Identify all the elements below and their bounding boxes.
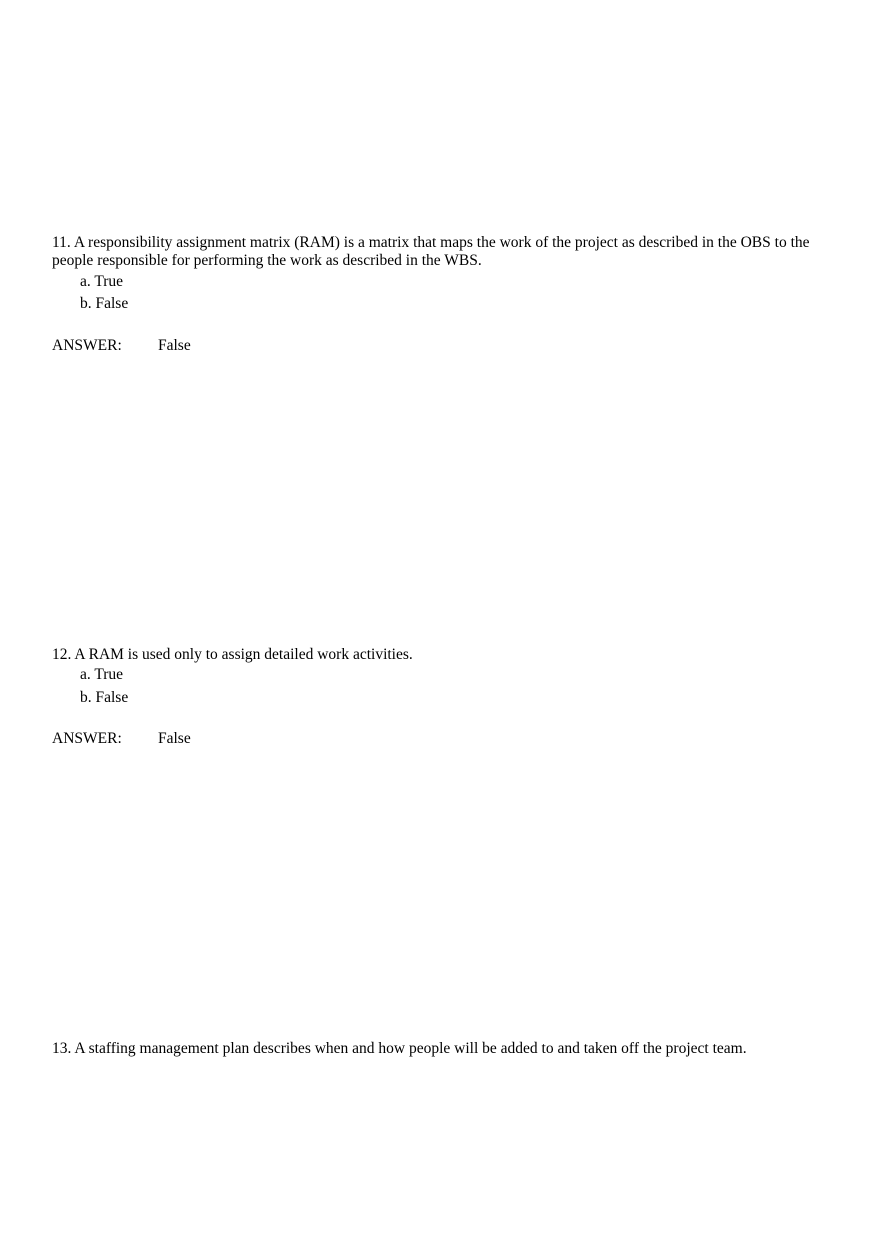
question-11 bbox=[52, 234, 842, 270]
question-13 bbox=[52, 1040, 842, 1058]
answer-row bbox=[52, 730, 352, 748]
question-12 bbox=[52, 646, 842, 664]
question-text: 12. A RAM is used only to assign detailed work activities. bbox=[52, 646, 413, 663]
option-b: b. False bbox=[80, 295, 129, 312]
option-b: b. False bbox=[80, 689, 129, 706]
answer-value: False bbox=[158, 730, 191, 747]
question-text: 13. A staffing management plan describes when and how people will be added to and taken off the project team. bbox=[52, 1040, 747, 1057]
question-text: 11. A responsibility assignment matrix (RAM) is a matrix that maps the work of the project as described in the OBS to the people responsible for performing the work as described in the WBS. bbox=[52, 234, 810, 269]
answer-label: ANSWER: bbox=[52, 337, 122, 354]
option-a: a. True bbox=[80, 666, 124, 683]
answer-value: False bbox=[158, 337, 191, 354]
answer-label: ANSWER: bbox=[52, 730, 122, 747]
answer-row bbox=[52, 337, 352, 355]
option-a: a. True bbox=[80, 273, 124, 290]
